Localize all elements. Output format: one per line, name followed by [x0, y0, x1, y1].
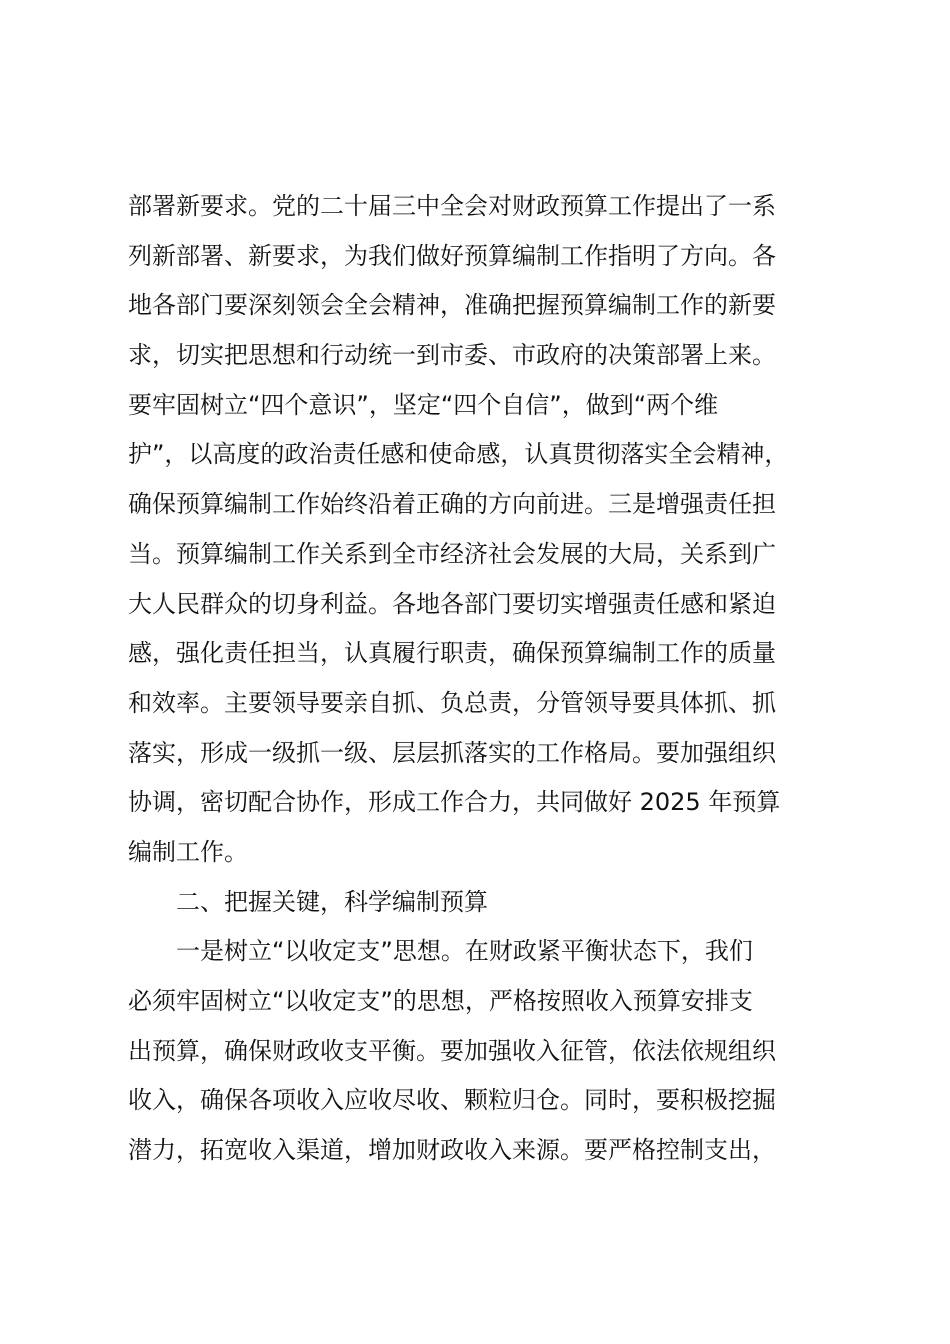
body-line: 潜力，拓宽收入渠道，增加财政收入来源。要严格控制支出， — [128, 1136, 776, 1165]
body-line: 出预算，确保财政收支平衡。要加强收入征管，依法依规组织 — [128, 1036, 776, 1065]
body-line: 必须牢固树立“以收定支”的思想，严格按照收入预算安排支 — [128, 987, 753, 1015]
body-line: 确保预算编制工作始终沿着正确的方向前进。三是增强责任担 — [128, 490, 776, 519]
body-line: 地各部门要深刻领会全会精神，准确把握预算编制工作的新要 — [128, 291, 776, 320]
body-line: 和效率。主要领导要亲自抓、负总责，分管领导要具体抓、抓 — [128, 688, 776, 717]
body-line: 护”，以高度的政治责任感和使命感，认真贯彻落实全会精神， — [128, 440, 789, 469]
body-line: 收入，确保各项收入应收尽收、颗粒归仓。同时，要积极挖掘 — [128, 1086, 776, 1115]
body-line: 部署新要求。党的二十届三中全会对财政预算工作提出了一系 — [128, 192, 776, 220]
body-line: 协调，密切配合协作，形成工作合力，共同做好 2025 年预算 — [128, 788, 781, 817]
body-line: 编制工作。 — [128, 837, 248, 866]
body-line: 感，强化责任担当，认真履行职责，确保预算编制工作的质量 — [128, 639, 776, 668]
body-line: 要牢固树立“四个意识”，坚定“四个自信”，做到“两个维 — [128, 390, 719, 419]
body-line: 求，切实把思想和行动统一到市委、市政府的决策部署上来。 — [128, 341, 776, 370]
body-line: 列新部署、新要求，为我们做好预算编制工作指明了方向。各 — [128, 241, 776, 270]
paragraph-first-line: 一是树立“以收定支”思想。在财政紧平衡状态下，我们 — [176, 937, 753, 966]
section-heading: 二、把握关键，科学编制预算 — [176, 887, 488, 916]
body-line: 大人民群众的切身利益。各地各部门要切实增强责任感和紧迫 — [128, 589, 776, 618]
body-line: 当。预算编制工作关系到全市经济社会发展的大局，关系到广 — [128, 539, 776, 568]
document-body — [128, 182, 858, 1176]
body-line: 落实，形成一级抓一级、层层抓落实的工作格局。要加强组织 — [128, 738, 776, 767]
